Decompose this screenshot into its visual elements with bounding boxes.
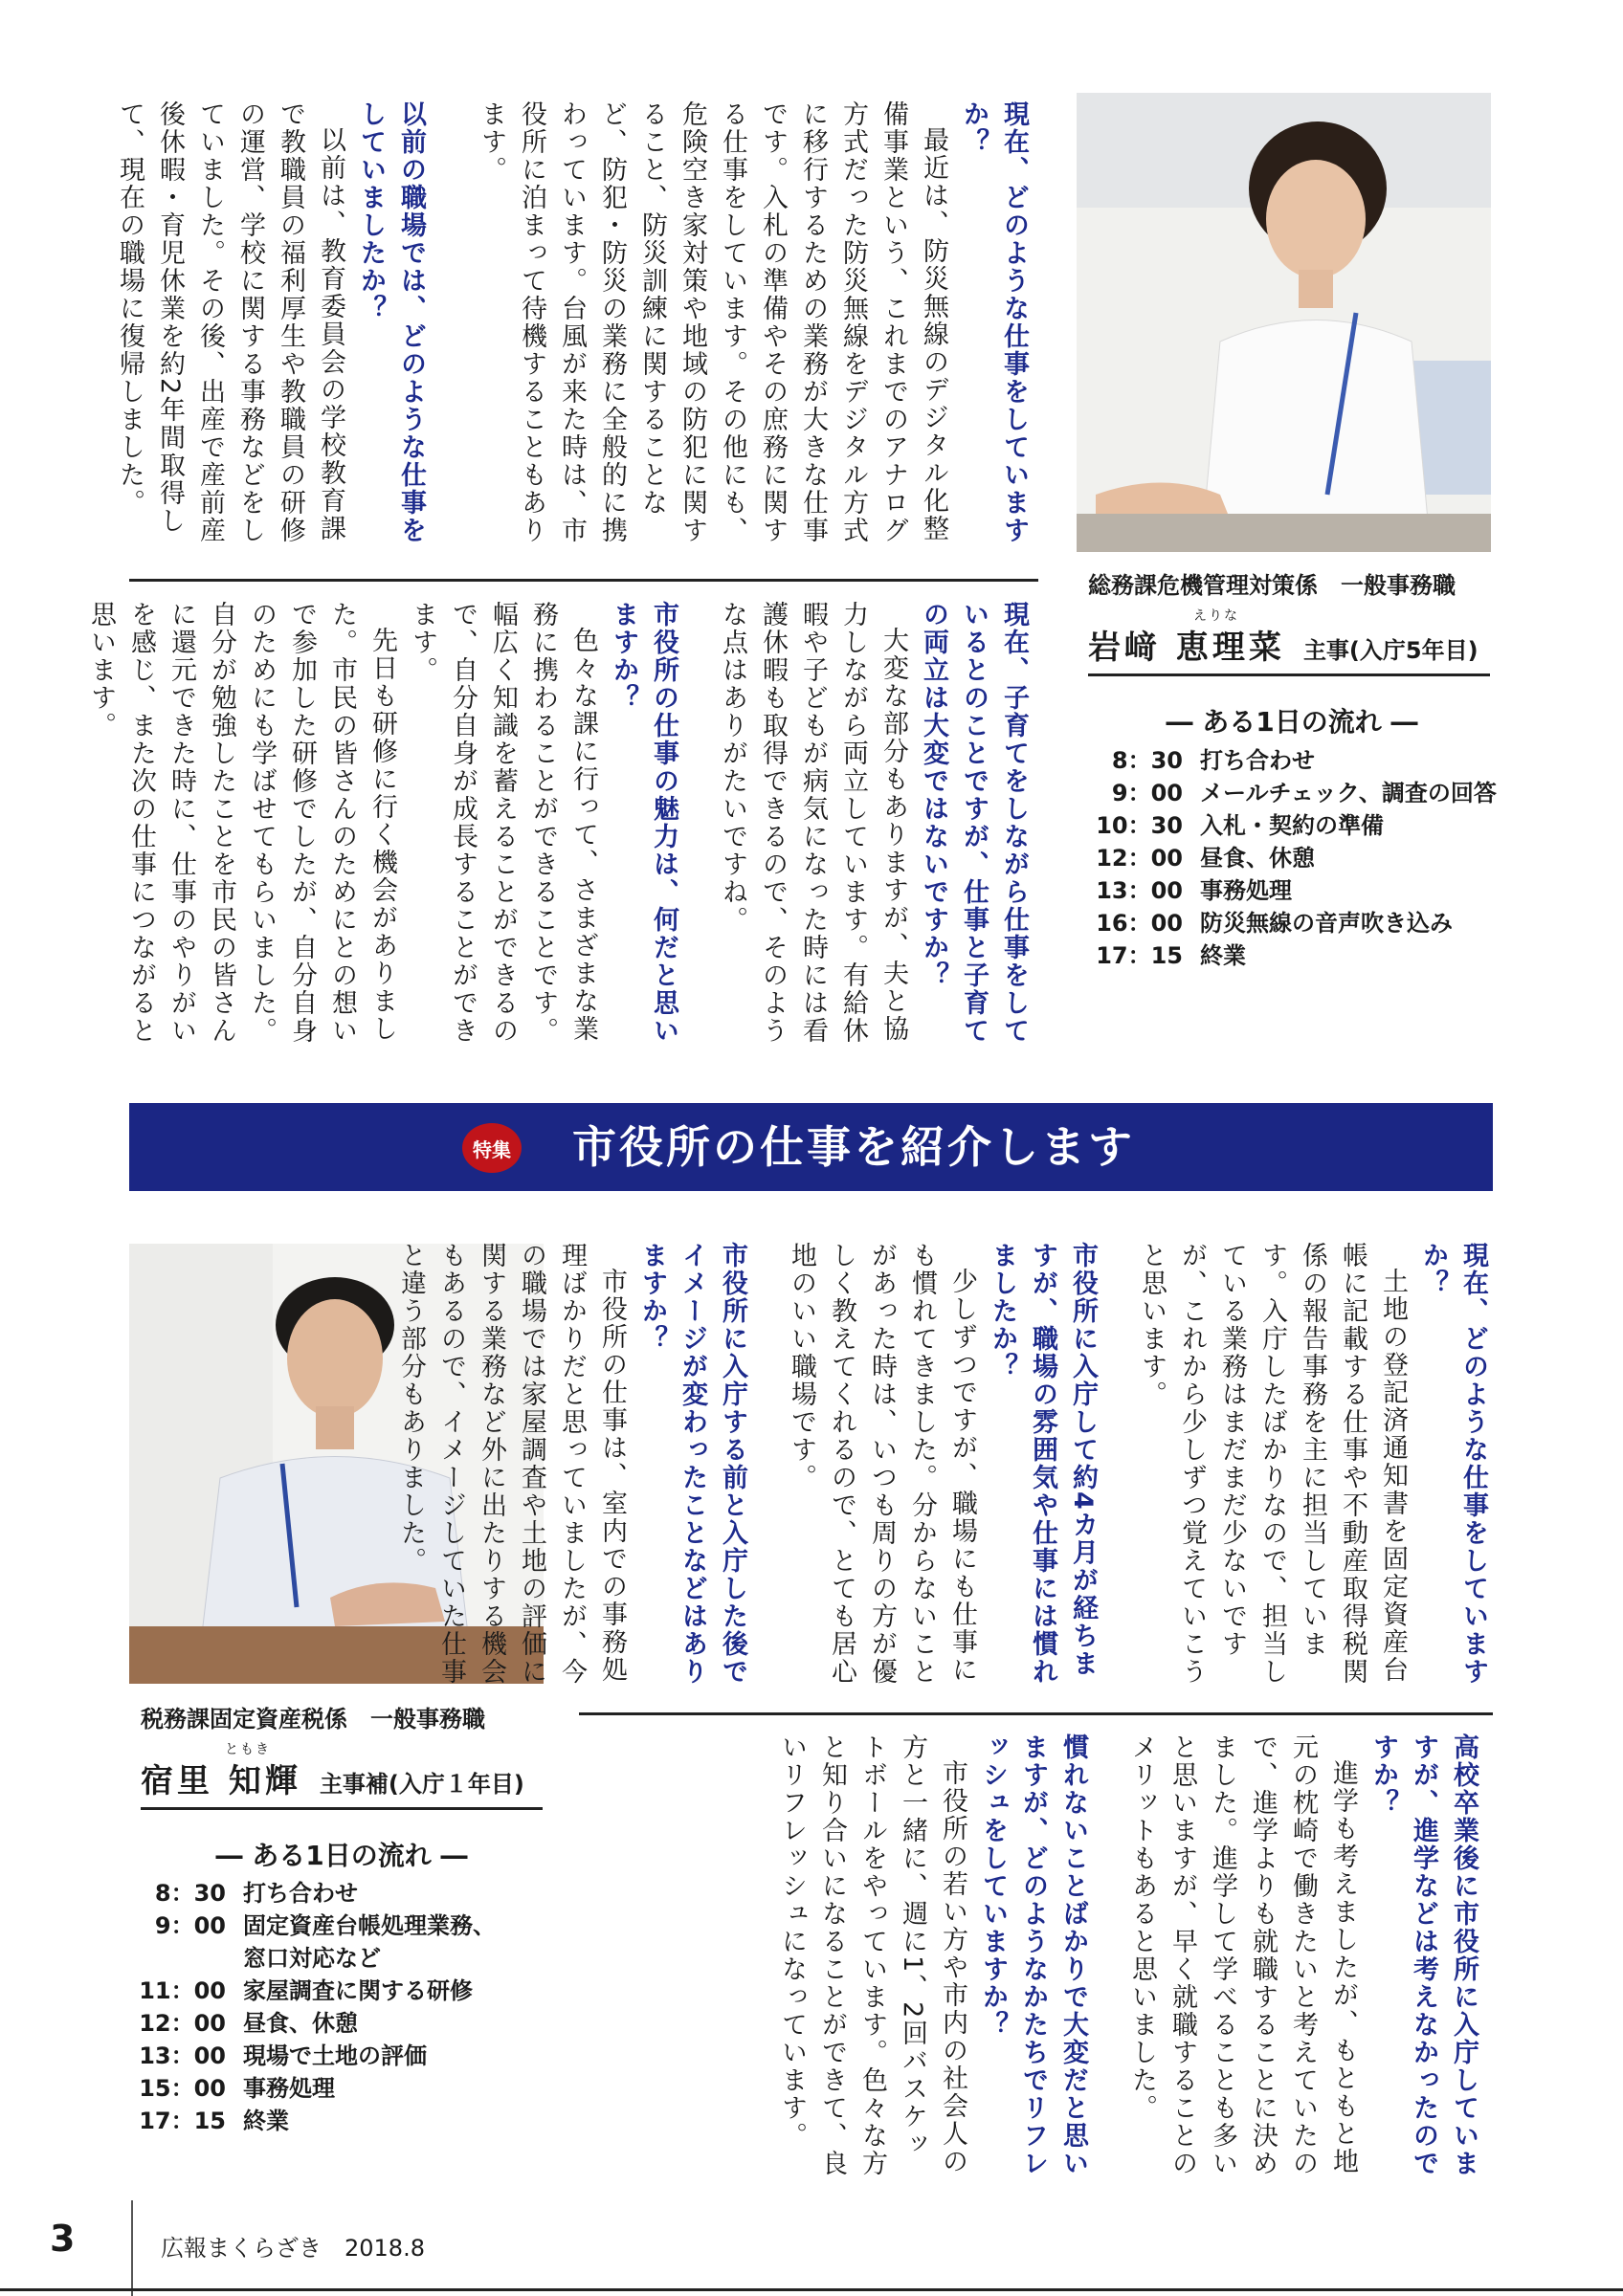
profile2-name-ruby: ともき [225,1742,271,1757]
schedule-time: 17：15 [139,2108,226,2134]
footer-divider [131,2200,133,2296]
profile1-question-1: 現在、どのような仕事をしていますか？ [959,100,1029,544]
profile1-caption [1088,566,1490,676]
profile2-question-3: 市役所に入庁する前と入庁した後でイメージが変わったことなどはありますか？ [637,1242,747,1686]
profile1-name-underline [1088,673,1490,676]
schedule-activity: 終業 [1200,942,1246,969]
schedule-row [134,2040,496,2072]
profile2-answer-4: 進学も考えましたが、もともと地元の枕崎で働きたいと考えていたので、進学よりも就職することに決めました。進学して学べることも多いと思いますが、早く就職することのメリットもあると思いました。 [1127,1733,1358,2177]
profile1-upper-text [115,100,1034,569]
schedule-time: 9：00 [1111,780,1183,806]
profile2-question-5: 慣れないことばかりで大変だと思いますが、どのようなかたちでリフレッシュをしていますか？ [978,1733,1088,2177]
schedule-activity: 昼食、休憩 [243,2010,358,2037]
profile2-question-4: 高校卒業後に市役所に入庁していますが、進学などは考えなかったのですか？ [1368,1733,1478,2177]
schedule-activity: 打ち合わせ [1200,747,1315,774]
schedule-activity: 防災無線の音声吹き込み [1200,910,1453,937]
profile1-lower-text [86,601,1034,1060]
schedule-activity: メールチェック、調査の回答 [1200,780,1497,806]
profile2-lower-text [612,1733,1493,2183]
schedule-time: 10：30 [1096,812,1183,839]
schedule-row [134,2007,496,2040]
schedule-activity: 現場で土地の評価 [243,2042,427,2069]
schedule-row [134,1942,496,1975]
profile1-answer-4: 色々な課に行って、さまざまな業務に携わることができることです。幅広く知識を蓄えることができるので、自分自身が成長することができます。 先日も研修に行く機会がありました。市民の皆さんのためにとの想いで参加した研修でしたが、自分自身のためにも学ばせてもらいました。自分が勉強したことを市民の皆さんに還元できた時に、仕事のやりがいを感じ、また次の仕事につながると思います。 [86,601,598,1045]
profile1-question-2: 以前の職場では、どのような仕事をしていましたか？ [356,100,426,544]
schedule-row [134,1975,496,2007]
lower-divider [579,1712,1493,1715]
profile2-schedule [134,1877,496,2137]
profile1-schedule [1091,744,1497,972]
publication-name: 広報まくらざき 2018.8 [161,2235,425,2262]
schedule-row [1091,907,1497,939]
profile2-answer-5: 市役所の若い方や市内の社会人の方と一緒に、週に1、2回バスケットボールをやっています。色々な方と知り合いになることができて、良いリフレッシュになっています。 [777,1733,967,2177]
schedule-time: 16：00 [1096,910,1183,937]
schedule-activity: 事務処理 [243,2075,335,2102]
schedule-time: 15：00 [139,2075,226,2102]
profile2-answer-3: 市役所の仕事は、室内での事務処理ばかりだと思っていましたが、今の職場では家屋調査や土地の評価に関する業務など外に出たりする機会もあるので、イメージしていた仕事と違う部分もありました。 [396,1242,627,1686]
schedule-row [134,2105,496,2137]
profile2-schedule-title: ― ある1日の流れ ― [215,1840,468,1871]
schedule-time: 8：30 [154,1880,226,1907]
schedule-row [134,2072,496,2105]
schedule-activity: 固定資産台帳処理業務、 [243,1912,496,1939]
feature-badge: 特集 [462,1123,522,1173]
schedule-activity: 打ち合わせ [243,1880,358,1907]
schedule-activity: 窓口対応など [243,1945,381,1972]
feature-title: 市役所の仕事を紹介します [572,1121,1135,1173]
footer-rule [0,2288,1623,2291]
schedule-time: 13：00 [139,2042,226,2069]
profile1-name: 岩﨑 恵理菜 [1088,629,1285,667]
schedule-row [134,1910,496,1942]
profile2-answer-1: 土地の登記済通知書を固定資産台帳に記載する仕事や不動産取得税関係の報告事務を主に担当しています。入庁したばかりなので、担当している業務はまだまだ少ないですが、これから少しずつ覚えていこうと思います。 [1137,1242,1408,1686]
schedule-time [134,1942,243,1975]
profile2-title: 主事補(入庁１年目) [319,1771,524,1798]
profile2-name: 宿里 知輝 [141,1762,301,1800]
schedule-time: 11：00 [139,1977,226,2004]
page-number: 3 [50,2218,76,2260]
profile1-question-3: 現在、子育てをしながら仕事をしているとのことですが、仕事と子育ての両立は大変ではないですか？ [919,601,1029,1045]
schedule-activity: 家屋調査に関する研修 [243,1977,473,2004]
schedule-time: 8：30 [1111,747,1183,774]
profile1-name-ruby: えりな [1193,608,1239,624]
profile2-question-2: 市役所に入庁して約4カ月が経ちますが、職場の雰囲気や仕事には慣れましたか？ [988,1242,1098,1686]
schedule-row [1091,809,1497,842]
profile2-caption [141,1700,543,1810]
schedule-row [134,1877,496,1910]
schedule-time: 9：00 [154,1912,226,1939]
schedule-activity: 終業 [243,2108,289,2134]
schedule-row [1091,874,1497,907]
profile1-photo [1077,93,1491,552]
schedule-activity: 昼食、休憩 [1200,845,1315,872]
schedule-row [1091,939,1497,972]
schedule-row [1091,842,1497,874]
profile2-question-1: 現在、どのような仕事をしていますか？ [1418,1242,1488,1686]
profile1-department: 総務課危機管理対策係 一般事務職 [1088,572,1456,599]
schedule-time: 12：00 [139,2010,226,2037]
profile1-question-4: 市役所の仕事の魅力は、何だと思いますか？ [609,601,678,1045]
profile1-schedule-title: ― ある1日の流れ ― [1166,706,1418,738]
profile1-answer-3: 大変な部分もありますが、夫と協力しながら両立しています。有給休暇や子どもが病気になった時には看護休暇も取得できるので、そのような点はありがたいですね。 [718,601,908,1045]
schedule-row [1091,744,1497,777]
upper-divider [129,579,1038,582]
schedule-activity: 事務処理 [1200,877,1292,904]
profile2-name-underline [141,1807,543,1810]
profile1-answer-1: 最近は、防災無線のデジタル化整備事業という、これまでのアナログ方式だった防災無線をデジタル方式に移行するための業務が大きな仕事です。入札の準備やその庶務に関する仕事をしています。その他にも、危険空き家対策や地域の防犯に関すること、防災訓練に関することなど、防犯・防災の業務に全般的に携わっています。台風が来た時は、市役所に泊まって待機することもあります。 [477,100,948,544]
schedule-time: 17：15 [1096,942,1183,969]
schedule-time: 12：00 [1096,845,1183,872]
schedule-row [1091,777,1497,809]
schedule-time: 13：00 [1096,877,1183,904]
profile1-title: 主事(入庁5年目) [1302,637,1478,664]
profile2-department: 税務課固定資産税係 一般事務職 [141,1706,485,1733]
profile2-upper-text [396,1242,1493,1691]
profile2-answer-2: 少しずつですが、職場にも仕事にも慣れてきました。分からないことがあった時は、いつも周りの方が優しく教えてくれるので、とても居心地のいい職場です。 [787,1242,977,1686]
woman-at-desk-photo-icon [1077,93,1491,552]
profile1-answer-2: 以前は、教育委員会の学校教育課で教職員の福利厚生や教職員の研修の運営、学校に関する事務などをしていました。その後、出産で産前産後休暇・育児休業を約2年間取得して、現在の職場に復帰しました。 [115,100,345,544]
schedule-activity: 入札・契約の準備 [1200,812,1384,839]
